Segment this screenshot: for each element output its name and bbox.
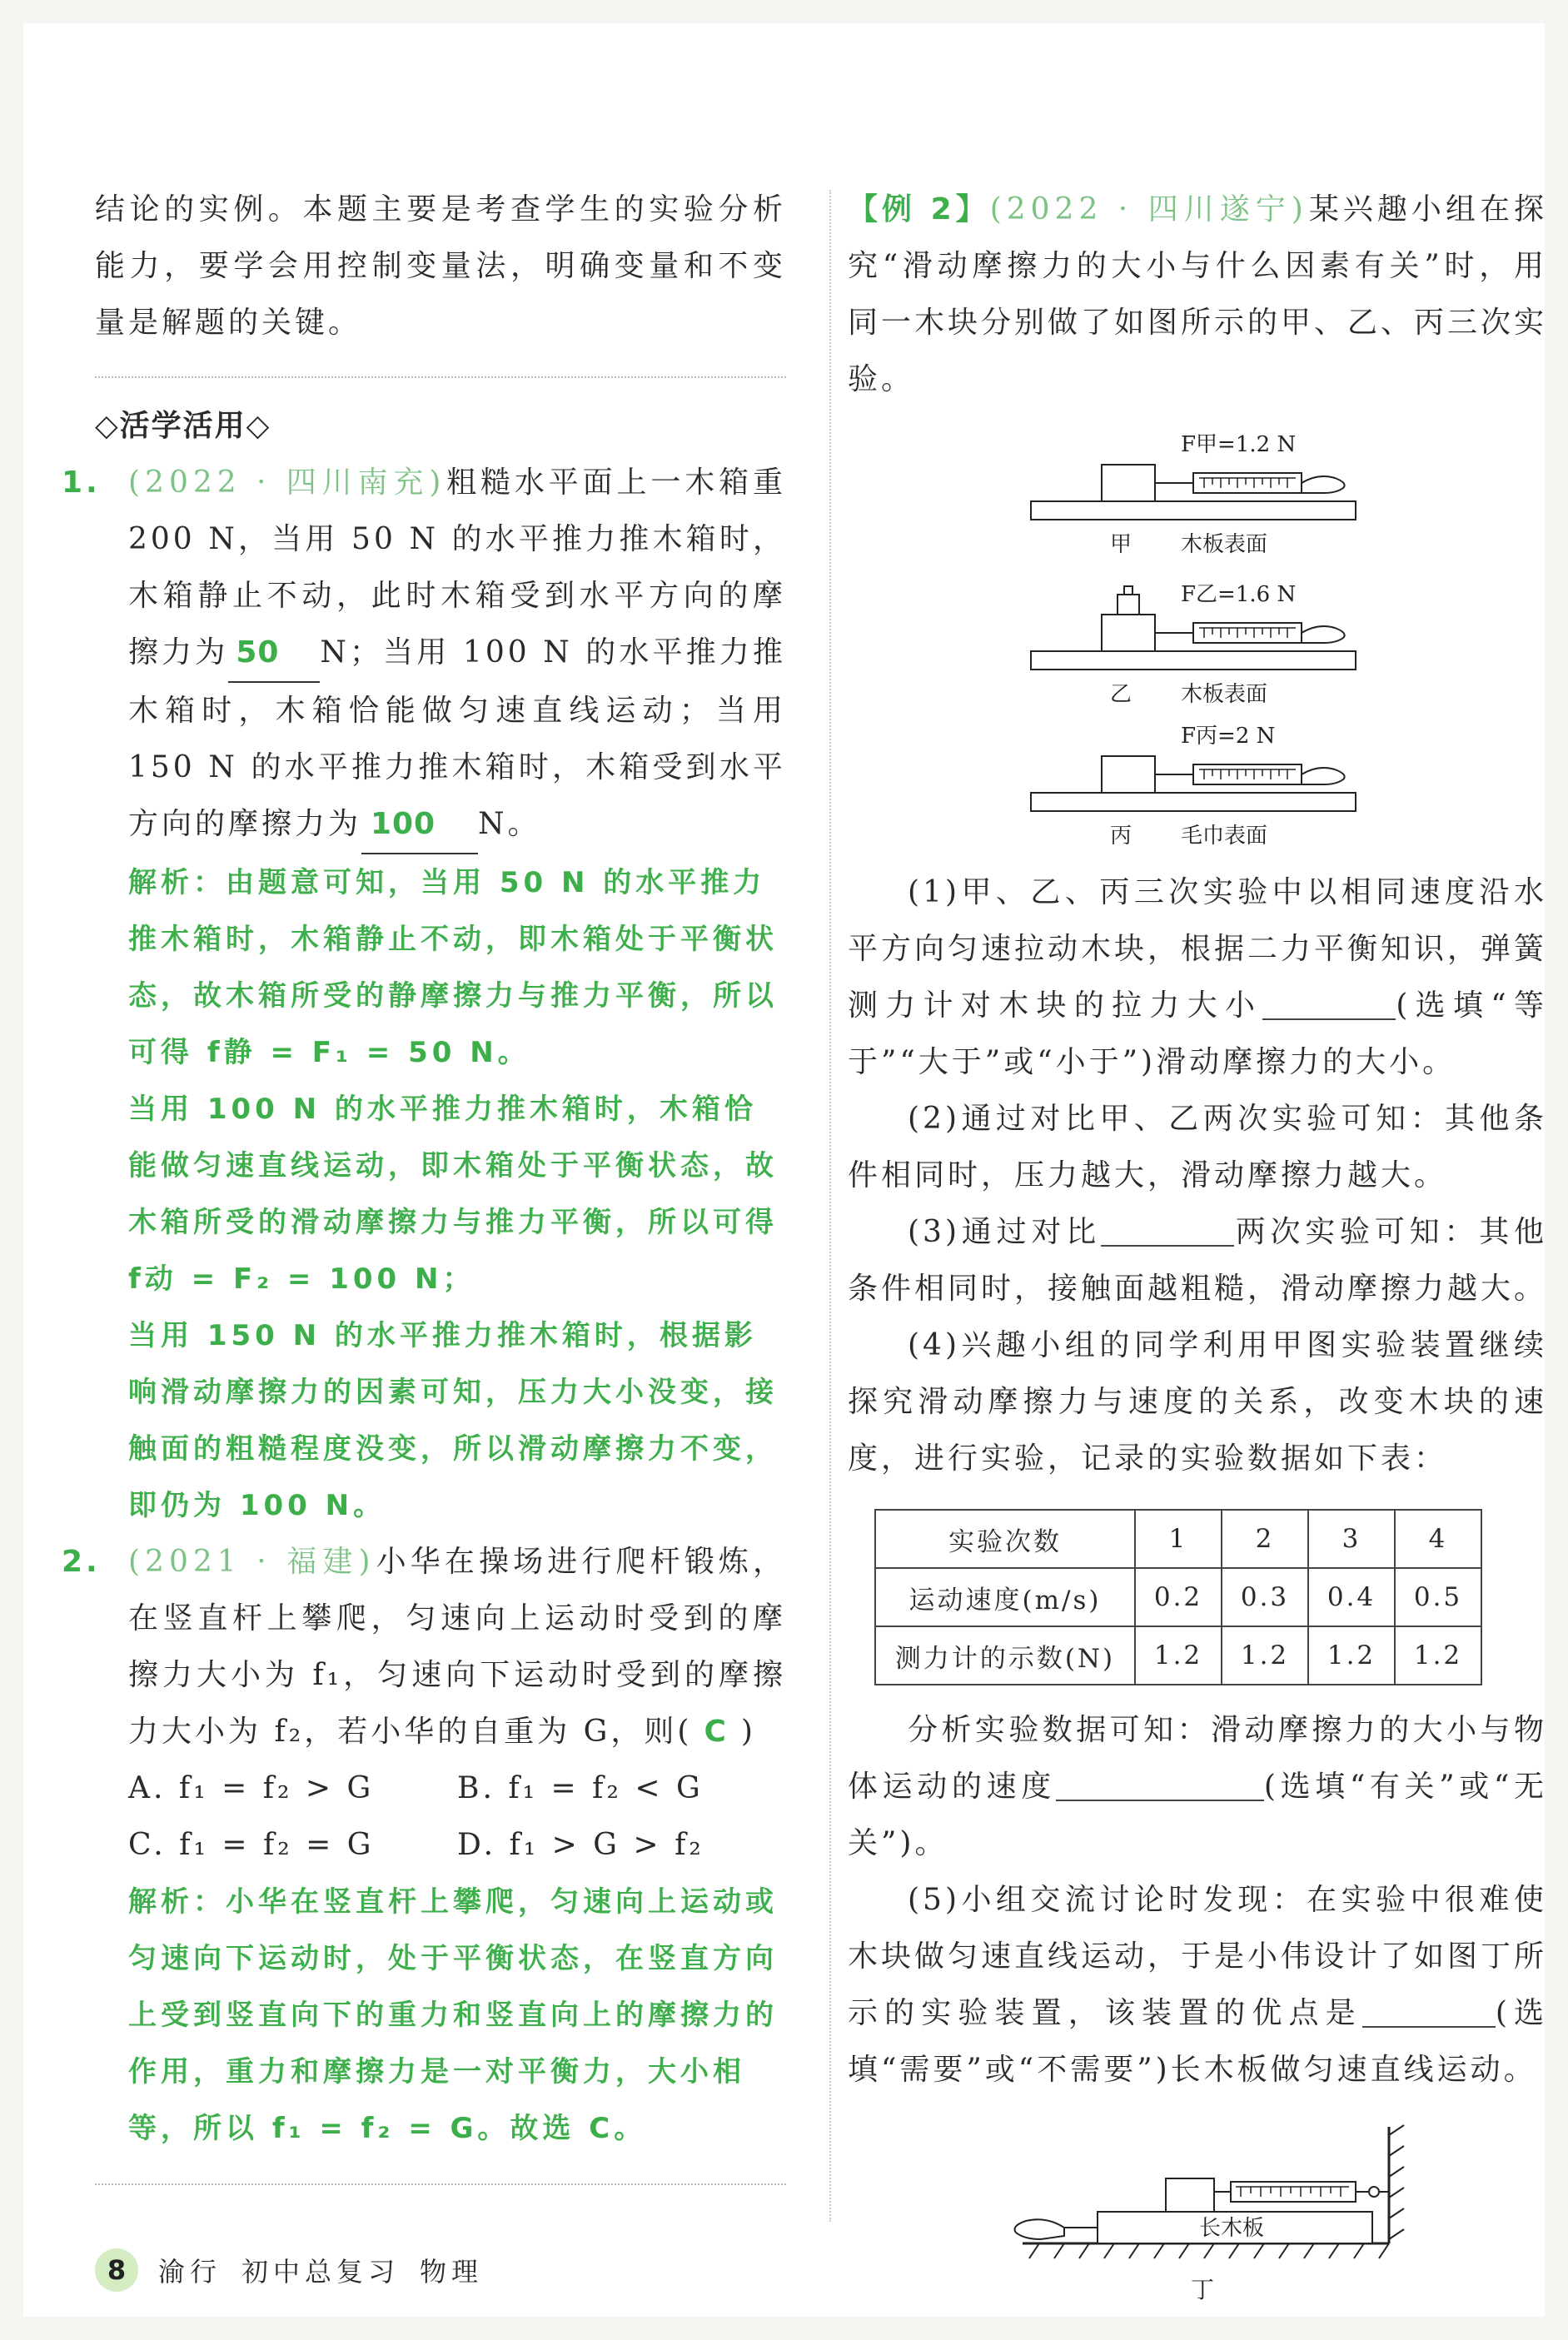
analysis-text: 当用 100 N 的水平推力推木箱时，木箱恰能做匀速直线运动，即木箱处于平衡状态，故木箱所受的滑动摩擦力与推力平衡，所以可得 f动 = F₂ = 100 N； xyxy=(128,1093,778,1296)
table-header: 1 xyxy=(1135,1510,1222,1568)
hand-icon xyxy=(1015,2219,1065,2239)
setup-jia xyxy=(1031,432,1356,557)
answer-choice: C xyxy=(704,1715,729,1749)
board-surface xyxy=(1031,501,1356,520)
example-intro xyxy=(848,182,1547,408)
right-column xyxy=(848,182,1547,2310)
table-cell: 0.4 xyxy=(1308,1568,1395,1626)
force-label-yi: F乙=1.6 N xyxy=(1181,582,1297,607)
weight-icon xyxy=(1118,595,1139,615)
question-text: N。 xyxy=(478,807,541,841)
hook-icon xyxy=(1369,2187,1379,2197)
hand-icon xyxy=(1302,626,1345,643)
sub-question-4-analysis xyxy=(848,1702,1547,1872)
question-source: (2022 · 四川南充) xyxy=(128,466,446,500)
spring-scale xyxy=(1193,623,1302,643)
sub-question-1 xyxy=(848,864,1547,1091)
footer-book: 初中总复习 xyxy=(241,2256,401,2288)
table-cell: 1.2 xyxy=(1308,1626,1395,1685)
options-row xyxy=(95,1760,786,1817)
force-label-jia: F甲=1.2 N xyxy=(1181,432,1297,457)
sub-question-4: (4)兴趣小组的同学利用甲图实验装置继续探究滑动摩擦力与速度的关系，改变木块的速度，进行实验，记录的实验数据如下表： xyxy=(848,1328,1547,1476)
sub-question-2: (2)通过对比甲、乙两次实验可知：其他条件相同时，压力越大，滑动摩擦力越大。 xyxy=(848,1102,1547,1192)
board-label: 长木板 xyxy=(1199,2216,1265,2241)
footer-subject: 物理 xyxy=(420,2256,484,2288)
hand-icon xyxy=(1302,476,1345,493)
analysis-text: 解析：由题意可知，当用 50 N 的水平推力推木箱时，木箱静止不动，即木箱处于平衡状态，故木箱所受的静摩擦力与推力平衡，所以可得 f静 = F₁ = 50 N。 xyxy=(128,866,778,1069)
weight-knob xyxy=(1124,586,1132,595)
spring-scale xyxy=(1231,2182,1356,2202)
table-header: 2 xyxy=(1222,1510,1308,1568)
section-separator xyxy=(95,2183,786,2185)
sub-question-text: (3)通过对比 xyxy=(908,1215,1101,1249)
sub-question-5 xyxy=(848,1872,1547,2099)
data-table xyxy=(874,1509,1482,1685)
force-label-bing: F丙=2 N xyxy=(1181,724,1276,749)
table-row-label: 运动速度(m/s) xyxy=(875,1568,1135,1626)
option-d: D. f₁ > G > f₂ xyxy=(457,1828,704,1862)
surface-label-jia: 木板表面 xyxy=(1181,532,1268,557)
answer-blank xyxy=(1101,1212,1234,1247)
figure-caption: 丁 xyxy=(1191,2276,1215,2303)
option-c: C. f₁ = f₂ = G xyxy=(128,1828,375,1862)
sub-question-text: (5)小组交流讨论时发现：在实验中很难使木块做匀速直线运动，于是小伟设计了如图丁所示的实验装置，该装置的优点是 xyxy=(848,1883,1548,2030)
example-label: 【例 2】 xyxy=(848,192,990,227)
board-surface xyxy=(1031,651,1356,670)
question-number: 2. xyxy=(62,1545,101,1579)
figure-label-jia: 甲 xyxy=(1110,532,1132,557)
answer-blank xyxy=(1262,985,1396,1020)
table-header: 实验次数 xyxy=(875,1510,1135,1568)
question-source: (2021 · 福建) xyxy=(128,1545,376,1579)
setup-yi xyxy=(1031,582,1356,707)
intro-paragraph: 结论的实例。本题主要是考查学生的实验分析能力，要学会用控制变量法，明确变量和不变量是解题的关键。 xyxy=(95,192,786,340)
hand-icon xyxy=(1302,768,1345,784)
table-cell: 1.2 xyxy=(1222,1626,1308,1685)
section-title: ◇活学活用◇ xyxy=(95,409,271,443)
sub-question-text: (1)甲、乙、丙三次实验中以相同速度沿水平方向匀速拉动木块，根据二力平衡知识，弹簧测力计对木块的拉力大小 xyxy=(848,875,1548,1023)
footer-brand: 渝行 xyxy=(158,2256,222,2288)
question-text: 粗糙水平面上一木箱重 200 N，当用 50 N 的水平推力推木箱时，木箱静止不动，此时木箱受到水平方向的摩擦力为 xyxy=(128,466,786,670)
spring-scale xyxy=(1193,473,1302,493)
sub-question-text: 分析实验数据可知：滑动摩擦力的大小与物体运动的速度 xyxy=(848,1713,1547,1804)
option-b: B. f₁ = f₂ < G xyxy=(457,1771,704,1805)
table-cell: 1.2 xyxy=(1135,1626,1222,1685)
table-header-row xyxy=(875,1510,1481,1568)
example-source: (2022 · 四川遂宁) xyxy=(989,192,1308,227)
table-row-label: 测力计的示数(N) xyxy=(875,1626,1135,1685)
wood-block xyxy=(1102,756,1155,793)
surface-label-yi: 木板表面 xyxy=(1181,682,1268,707)
page xyxy=(23,23,1548,2317)
question-number: 1. xyxy=(62,466,101,500)
question-text: ) xyxy=(740,1715,756,1749)
question-2 xyxy=(62,1534,786,1760)
towel-surface xyxy=(1031,793,1356,811)
setup-bing xyxy=(1031,724,1356,849)
answer-blank: 50 xyxy=(228,625,320,683)
example-text: 某兴趣小组在探究“滑动摩擦力的大小与什么因素有关”时，用同一木块分别做了如图所示的甲、乙、丙三次实验。 xyxy=(848,192,1548,396)
table-header: 4 xyxy=(1395,1510,1481,1568)
table-cell: 0.5 xyxy=(1395,1568,1481,1626)
table-cell: 0.3 xyxy=(1222,1568,1308,1626)
experiment-figure-abc xyxy=(1014,426,1381,859)
sub-question-text: (选填“需要”或“不需要”)长木板做匀速直线运动。 xyxy=(848,1996,1547,2087)
page-footer xyxy=(95,2248,483,2292)
table-cell: 1.2 xyxy=(1395,1626,1481,1685)
sub-question-text: 两次实验可知：其他条件相同时，接触面越粗糙，滑动摩擦力越大。 xyxy=(848,1215,1548,1306)
answer-blank xyxy=(1056,1766,1264,1801)
wood-block xyxy=(1166,2178,1214,2212)
sub-question-text: (选填“有关”或“无关”)。 xyxy=(848,1770,1547,1860)
option-a: A. f₁ = f₂ > G xyxy=(128,1771,375,1805)
analysis-text: 当用 150 N 的水平推力推木箱时，根据影响滑动摩擦力的因素可知，压力大小没变，接触面的粗糙程度没变，所以滑动摩擦力不变，即仍为 100 N。 xyxy=(128,1319,778,1522)
options-row xyxy=(95,1817,786,1874)
answer-blank: 100 xyxy=(361,796,478,854)
answer-blank xyxy=(1362,1993,1496,2028)
figure-label-bing: 丙 xyxy=(1110,824,1132,849)
wood-block xyxy=(1102,615,1155,651)
column-divider xyxy=(829,190,831,2222)
wall-hatch xyxy=(1389,2125,1404,2239)
question-1 xyxy=(62,455,786,854)
surface-label-bing: 毛巾表面 xyxy=(1181,824,1268,849)
question-text: 小华在操场进行爬杆锻炼，在竖直杆上攀爬，匀速向上运动时受到的摩擦力大小为 f₁，匀速向下运动时受到的摩擦力大小为 f₂，若小华的自重为 G，则( xyxy=(128,1545,786,1749)
sub-question-text: (选填“等于”“大于”或“小于”)滑动摩擦力的大小。 xyxy=(848,988,1547,1079)
section-separator xyxy=(95,376,786,378)
wood-block xyxy=(1102,465,1155,501)
table-header: 3 xyxy=(1308,1510,1395,1568)
spring-scale xyxy=(1193,764,1302,784)
left-column xyxy=(62,182,786,2205)
ground-hatch xyxy=(1029,2243,1389,2258)
page-number: 8 xyxy=(95,2248,138,2292)
experiment-figure-ding xyxy=(973,2118,1422,2310)
sub-question-3 xyxy=(848,1204,1547,1317)
figure-label-yi: 乙 xyxy=(1110,682,1132,707)
table-row xyxy=(875,1626,1481,1685)
table-row xyxy=(875,1568,1481,1626)
table-cell: 0.2 xyxy=(1135,1568,1222,1626)
analysis-text: 解析：小华在竖直杆上攀爬，匀速向上运动或匀速向下运动时，处于平衡状态，在竖直方向上受到竖直向下的重力和竖直向上的摩擦力的作用，重力和摩擦力是一对平衡力，大小相等，所以 f₁ = f₂ = G。故选 C。 xyxy=(128,1885,778,2145)
question-text: N；当用 100 N 的水平推力推木箱时，木箱恰能做匀速直线运动；当用 150 N 的水平推力推木箱时，木箱受到水平方向的摩擦力为 xyxy=(128,635,786,841)
